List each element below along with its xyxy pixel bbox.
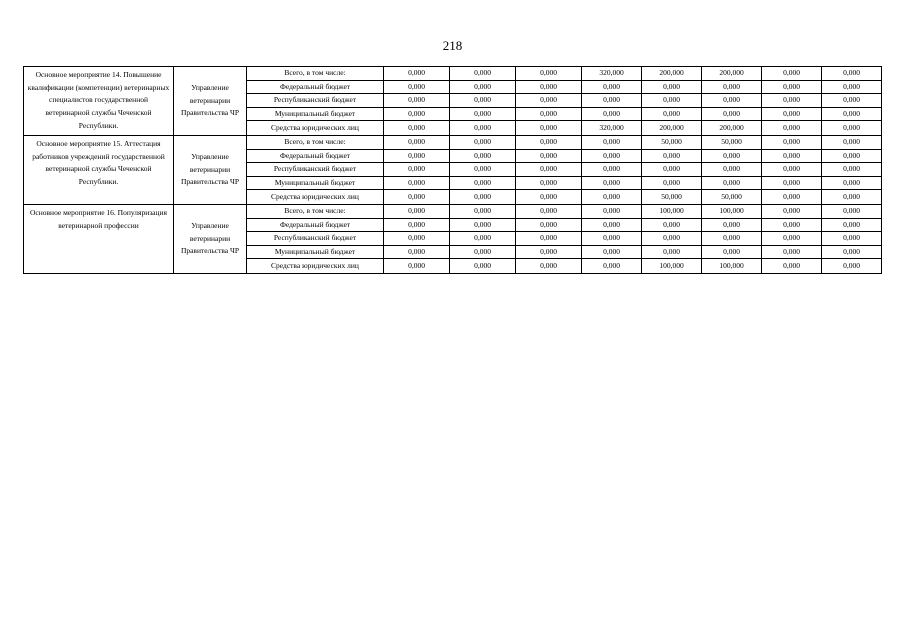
value-cell: 0,000 [516,94,582,108]
value-cell: 0,000 [384,218,450,232]
value-cell: 0,000 [582,176,642,190]
value-cell: 0,000 [582,149,642,163]
value-cell: 0,000 [384,121,450,136]
value-cell: 0,000 [384,149,450,163]
funding-source-cell: Республиканский бюджет [247,232,384,246]
value-cell: 0,000 [384,107,450,121]
value-cell: 0,000 [516,149,582,163]
value-cell: 0,000 [702,176,762,190]
value-cell: 0,000 [642,94,702,108]
table-body [24,67,882,274]
value-cell: 0,000 [516,80,582,94]
value-cell: 100,000 [642,259,702,274]
value-cell: 0,000 [822,176,882,190]
value-cell: 0,000 [516,190,582,205]
funding-source-cell: Средства юридических лиц [247,259,384,274]
value-cell: 0,000 [384,232,450,246]
value-cell: 0,000 [582,232,642,246]
value-cell: 0,000 [516,232,582,246]
funding-source-cell: Федеральный бюджет [247,218,384,232]
value-cell: 0,000 [450,245,516,259]
value-cell: 0,000 [822,205,882,219]
value-cell: 0,000 [822,121,882,136]
value-cell: 0,000 [822,259,882,274]
funding-source-cell: Средства юридических лиц [247,190,384,205]
value-cell: 0,000 [762,80,822,94]
funding-source-cell: Республиканский бюджет [247,163,384,177]
value-cell: 0,000 [702,149,762,163]
value-cell: 0,000 [642,218,702,232]
value-cell: 0,000 [822,218,882,232]
value-cell: 0,000 [762,205,822,219]
value-cell: 0,000 [822,67,882,81]
value-cell: 320,000 [582,121,642,136]
value-cell: 0,000 [450,107,516,121]
funding-source-cell: Муниципальный бюджет [247,107,384,121]
value-cell: 0,000 [450,232,516,246]
value-cell: 0,000 [822,163,882,177]
value-cell: 0,000 [762,67,822,81]
value-cell: 200,000 [642,121,702,136]
table-row [24,136,882,150]
funding-source-cell: Всего, в том числе: [247,136,384,150]
value-cell: 0,000 [582,218,642,232]
value-cell: 0,000 [822,245,882,259]
funding-source-cell: Всего, в том числе: [247,205,384,219]
value-cell: 0,000 [582,190,642,205]
measure-cell: Основное мероприятие 16. Популяризация ветеринарной профессии [24,205,174,274]
value-cell: 0,000 [384,176,450,190]
value-cell: 0,000 [582,107,642,121]
funding-source-cell: Муниципальный бюджет [247,245,384,259]
value-cell: 0,000 [762,218,822,232]
value-cell: 0,000 [450,136,516,150]
value-cell: 0,000 [702,218,762,232]
value-cell: 0,000 [642,107,702,121]
value-cell: 0,000 [516,107,582,121]
value-cell: 0,000 [702,94,762,108]
value-cell: 0,000 [762,176,822,190]
value-cell: 0,000 [516,245,582,259]
table-row [24,67,882,81]
value-cell: 0,000 [822,149,882,163]
value-cell: 0,000 [642,163,702,177]
value-cell: 0,000 [762,107,822,121]
value-cell: 0,000 [762,149,822,163]
value-cell: 0,000 [762,245,822,259]
value-cell: 0,000 [450,259,516,274]
value-cell: 100,000 [702,205,762,219]
value-cell: 0,000 [582,163,642,177]
value-cell: 200,000 [702,67,762,81]
value-cell: 0,000 [384,94,450,108]
value-cell: 200,000 [642,67,702,81]
funding-source-cell: Федеральный бюджет [247,80,384,94]
value-cell: 0,000 [384,67,450,81]
value-cell: 0,000 [450,218,516,232]
value-cell: 0,000 [762,94,822,108]
funding-source-cell: Всего, в том числе: [247,67,384,81]
value-cell: 320,000 [582,67,642,81]
value-cell: 0,000 [516,67,582,81]
value-cell: 0,000 [450,149,516,163]
funding-source-cell: Средства юридических лиц [247,121,384,136]
value-cell: 0,000 [822,232,882,246]
value-cell: 0,000 [384,136,450,150]
value-cell: 0,000 [516,205,582,219]
value-cell: 0,000 [702,80,762,94]
funding-source-cell: Республиканский бюджет [247,94,384,108]
measure-cell: Основное мероприятие 15. Аттестация работников учреждений государственной ветеринарной службы Чеченской Республики. [24,136,174,205]
value-cell: 0,000 [762,163,822,177]
value-cell: 0,000 [702,163,762,177]
value-cell: 50,000 [642,136,702,150]
value-cell: 0,000 [822,136,882,150]
value-cell: 0,000 [582,245,642,259]
value-cell: 0,000 [822,107,882,121]
value-cell: 0,000 [582,205,642,219]
value-cell: 0,000 [822,94,882,108]
value-cell: 0,000 [516,136,582,150]
value-cell: 0,000 [516,121,582,136]
value-cell: 0,000 [450,67,516,81]
value-cell: 0,000 [822,190,882,205]
value-cell: 0,000 [450,176,516,190]
value-cell: 0,000 [702,245,762,259]
value-cell: 0,000 [384,80,450,94]
value-cell: 0,000 [384,259,450,274]
value-cell: 50,000 [702,136,762,150]
value-cell: 0,000 [762,190,822,205]
value-cell: 200,000 [702,121,762,136]
value-cell: 50,000 [642,190,702,205]
value-cell: 0,000 [384,245,450,259]
value-cell: 0,000 [642,232,702,246]
value-cell: 0,000 [642,176,702,190]
value-cell: 0,000 [516,176,582,190]
measure-cell: Основное мероприятие 14. Повышение квалификации (компетенции) ветеринарных специалистов государственной ветеринарной службы Чеченской Республики. [24,67,174,136]
value-cell: 0,000 [516,163,582,177]
value-cell: 50,000 [702,190,762,205]
value-cell: 0,000 [450,205,516,219]
value-cell: 0,000 [516,218,582,232]
funding-source-cell: Федеральный бюджет [247,149,384,163]
value-cell: 0,000 [642,245,702,259]
budget-table [23,66,882,274]
value-cell: 0,000 [450,80,516,94]
value-cell: 100,000 [702,259,762,274]
table-row [24,205,882,219]
value-cell: 0,000 [450,121,516,136]
value-cell: 0,000 [582,80,642,94]
executor-cell: Управление ветеринарии Правительства ЧР [174,67,247,136]
value-cell: 0,000 [762,259,822,274]
value-cell: 0,000 [450,190,516,205]
value-cell: 0,000 [822,80,882,94]
value-cell: 0,000 [582,136,642,150]
value-cell: 0,000 [450,163,516,177]
funding-source-cell: Муниципальный бюджет [247,176,384,190]
value-cell: 0,000 [642,80,702,94]
executor-cell: Управление ветеринарии Правительства ЧР [174,136,247,205]
value-cell: 0,000 [450,94,516,108]
value-cell: 0,000 [702,107,762,121]
value-cell: 0,000 [582,94,642,108]
value-cell: 0,000 [384,190,450,205]
value-cell: 0,000 [582,259,642,274]
value-cell: 0,000 [702,232,762,246]
value-cell: 100,000 [642,205,702,219]
value-cell: 0,000 [384,163,450,177]
page-number: 218 [442,38,463,53]
value-cell: 0,000 [516,259,582,274]
value-cell: 0,000 [762,136,822,150]
value-cell: 0,000 [762,232,822,246]
value-cell: 0,000 [642,149,702,163]
value-cell: 0,000 [384,205,450,219]
executor-cell: Управление ветеринарии Правительства ЧР [174,205,247,274]
value-cell: 0,000 [762,121,822,136]
